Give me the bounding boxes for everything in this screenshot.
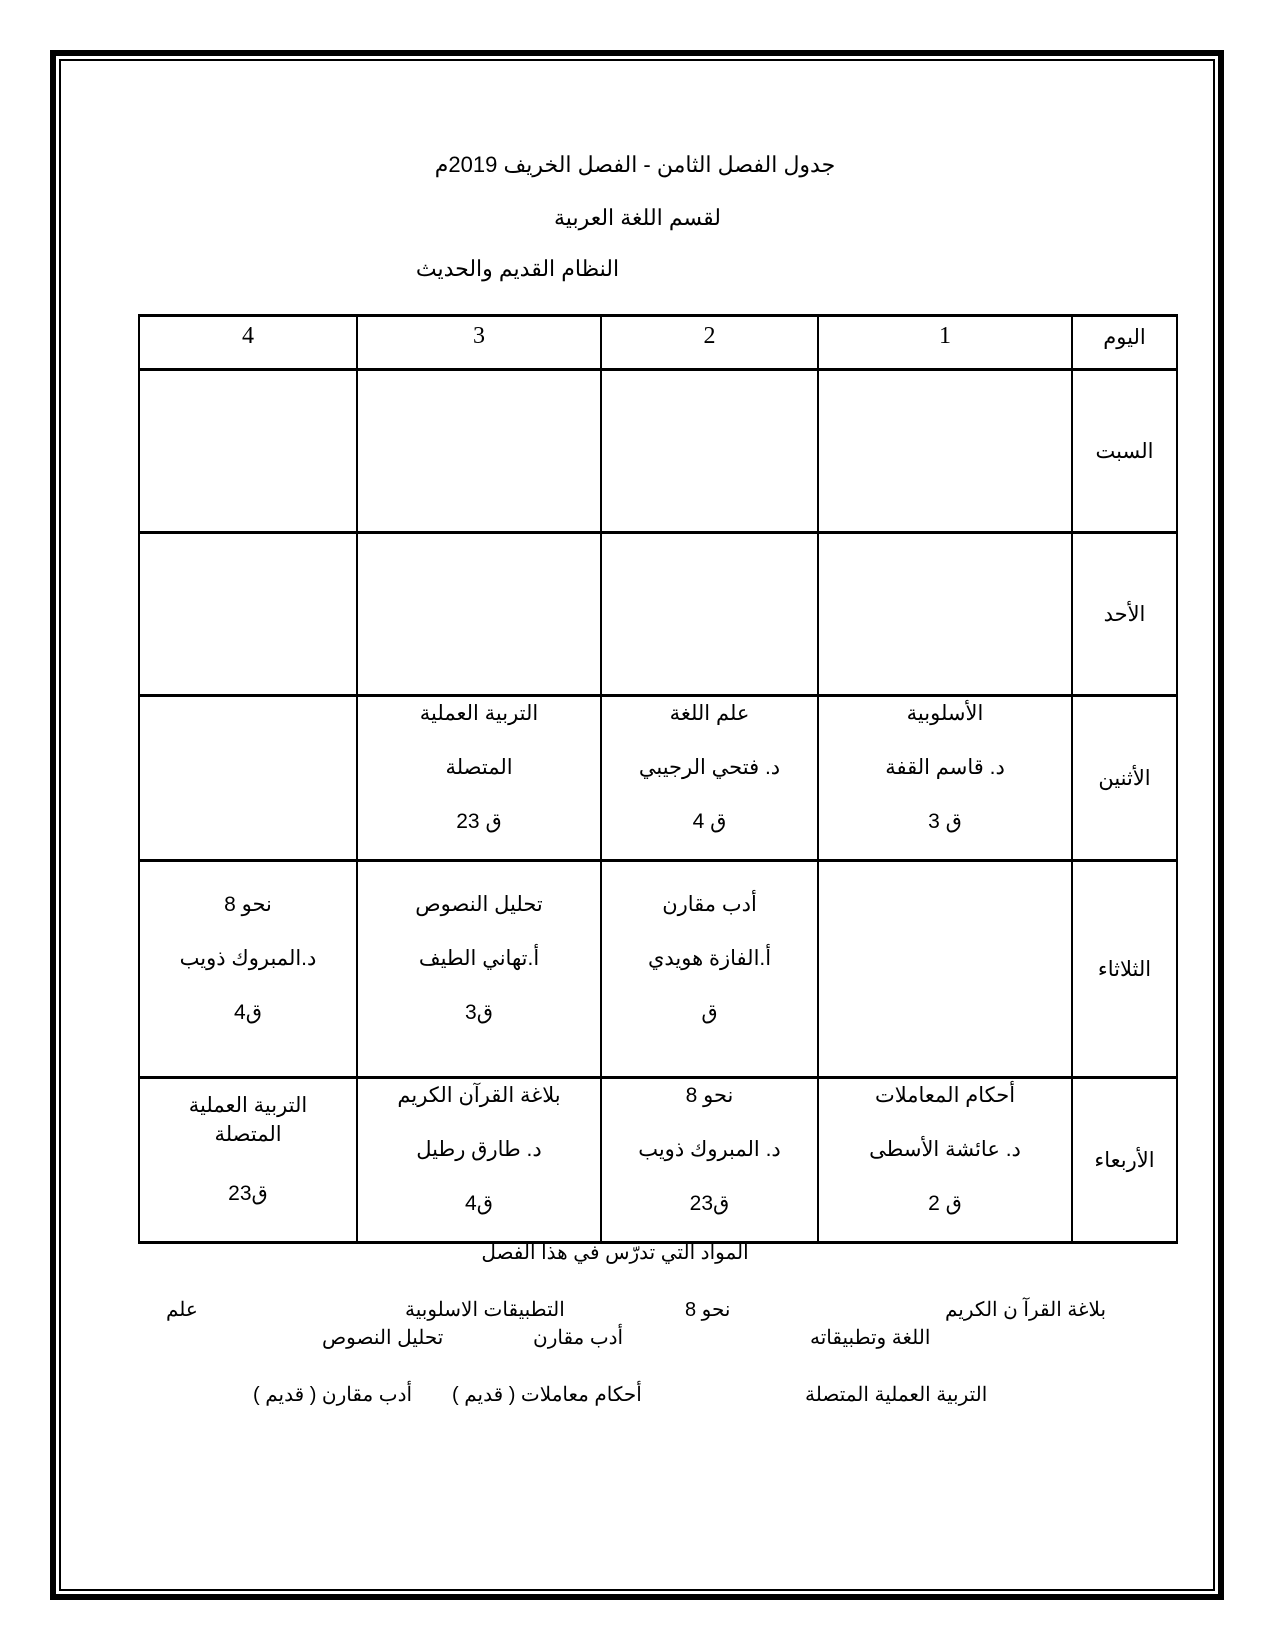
day-label: الأحد [1072,533,1177,696]
header-period-3: 3 [357,316,601,370]
day-label: الثلاثاء [1072,861,1177,1078]
schedule-cell [357,861,601,1078]
course-name: التربية العملية [188,1094,308,1117]
schedule-cell [139,696,357,861]
subject-item: أدب مقارن ( قديم ) [253,1384,413,1406]
room-label: ق 3 [928,810,962,833]
schedule-cell [818,370,1072,533]
course-name: أدب مقارن [662,893,757,916]
instructor-name: د. عائشة الأسطى [869,1138,1021,1161]
course-name-continued: المتصلة [214,1123,282,1146]
table-row-tuesday [139,861,1177,1078]
room-label: ق4 [465,1192,493,1215]
table-row-saturday [139,370,1177,533]
table-row-wednesday [139,1078,1177,1243]
schedule-cell [357,696,601,861]
instructor-name: د.المبروك ذويب [179,947,317,970]
schedule-cell [818,861,1072,1078]
header-period-2: 2 [601,316,818,370]
schedule-cell [601,1078,818,1243]
schedule-cell [357,1078,601,1243]
header-row [139,316,1177,370]
header-period-1: 1 [818,316,1072,370]
schedule-cell [601,533,818,696]
schedule-cell [818,533,1072,696]
room-label: ق 2 [928,1192,962,1215]
system-heading: النظام القديم والحديث [415,256,620,281]
subject-item: أحكام معاملات ( قديم ) [452,1384,642,1406]
course-name: تحليل النصوص [415,893,543,916]
schedule-cell [357,533,601,696]
schedule-table [138,314,1178,1244]
schedule-cell [139,370,357,533]
room-label: ق3 [465,1001,493,1024]
course-name: أحكام المعاملات [874,1084,1016,1107]
course-name: علم اللغة [669,702,750,725]
header-day-label: اليوم [1072,316,1177,370]
course-name: نحو 8 [224,893,272,916]
instructor-name: د. قاسم القفة [885,756,1005,779]
subjects-heading: المواد التي تدرّس في هذا الفصل [481,1242,749,1264]
day-label: الأثنين [1072,696,1177,861]
day-label: الأربعاء [1072,1078,1177,1243]
subject-item: علم [166,1299,198,1321]
room-label: ق 4 [692,810,727,833]
subject-item: التطبيقات الاسلوبية [405,1299,565,1321]
schedule-cell [818,696,1072,861]
subject-item: أدب مقارن [533,1327,624,1349]
table-row-sunday [139,533,1177,696]
course-name: نحو 8 [685,1084,734,1107]
room-label: ق [701,1001,718,1024]
instructor-name: د. المبروك ذويب [638,1138,781,1161]
subject-item: نحو 8 [685,1299,731,1321]
subject-item: اللغة وتطبيقاته [810,1327,931,1349]
instructor-name: د. طارق رطيل [416,1138,542,1161]
room-label: ق4 [234,1001,262,1024]
schedule-cell [601,696,818,861]
course-name: التربية العملية [419,702,539,725]
schedule-cell [601,861,818,1078]
room-label: ق23 [689,1192,730,1215]
room-label: ق 23 [456,810,502,833]
schedule-cell [139,533,357,696]
room-label: ق23 [228,1182,268,1205]
course-name-continued: المتصلة [445,756,513,779]
department-heading: لقسم اللغة العربية [554,205,721,230]
instructor-name: أ.تهاني الطيف [418,947,540,970]
table-row-monday [139,696,1177,861]
day-label: السبت [1072,370,1177,533]
instructor-name: د. فتحي الرجيبي [638,756,781,779]
course-name: الأسلوبية [906,702,984,725]
subject-item: بلاغة القرآ ن الكريم [945,1299,1107,1321]
schedule-cell [139,861,357,1078]
header-period-4: 4 [139,316,357,370]
document-title: جدول الفصل الثامن - الفصل الخريف 2019م [434,152,836,177]
schedule-cell [357,370,601,533]
course-name: بلاغة القرآن الكريم [397,1084,561,1107]
instructor-name: أ.الفازة هويدي [647,947,772,970]
schedule-cell [818,1078,1072,1243]
subject-item: التربية العملية المتصلة [805,1384,988,1406]
subject-item: تحليل النصوص [322,1327,444,1349]
schedule-cell [601,370,818,533]
schedule-cell [139,1078,357,1243]
